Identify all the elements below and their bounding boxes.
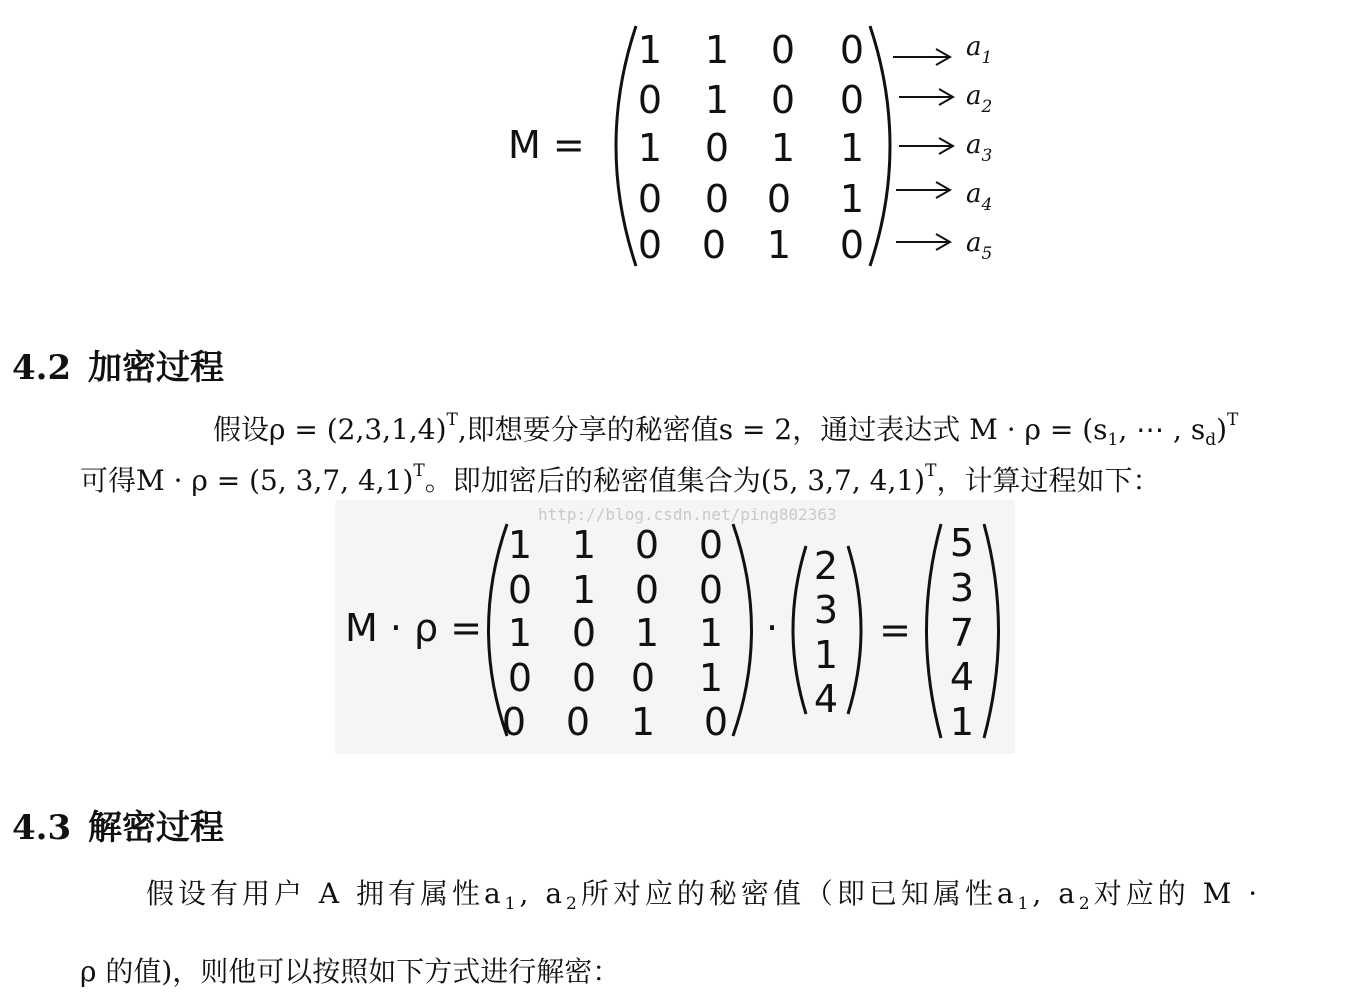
matrix-cell: 0	[770, 78, 796, 122]
vector-cell: 4	[813, 677, 839, 721]
equals-sign: =	[879, 608, 911, 652]
matrix-cell: 1	[698, 656, 724, 700]
matrix-cell: 0	[704, 177, 730, 221]
section-number: 4.3	[12, 808, 72, 848]
matrix-cell: 1	[704, 78, 730, 122]
matrix-cell: 1	[839, 126, 865, 170]
vector-cell: 7	[949, 611, 975, 655]
right-paren	[848, 546, 861, 714]
row-label: $a_1$	[966, 32, 993, 68]
matrix-cell: 0	[637, 78, 663, 122]
rho-vector	[814, 544, 838, 721]
paragraph: ρ 的值)，则他可以按照如下方式进行解密：	[80, 955, 621, 988]
vector-cell: 1	[949, 700, 975, 744]
matrix-cell: 1	[637, 28, 663, 72]
result-vector	[950, 521, 974, 744]
right-paren	[984, 524, 999, 738]
matrix-cell: 0	[701, 223, 727, 267]
matrix-cell: 0	[507, 568, 533, 612]
vector-cell: 3	[949, 566, 975, 610]
matrix-cell: 0	[637, 223, 663, 267]
left-paren	[927, 524, 942, 738]
matrix-cell: 1	[704, 28, 730, 72]
row-label: $a_4$	[966, 179, 993, 215]
matrix-cell: 0	[704, 126, 730, 170]
formula-lhs: M · ρ =	[345, 606, 483, 650]
matrix-cell: 0	[634, 523, 660, 567]
matrix-cell: 0	[565, 700, 591, 744]
matrix-cell: 1	[698, 611, 724, 655]
section-number: 4.2	[12, 348, 72, 388]
row-label: $a_5$	[966, 228, 993, 264]
vector-cell: 5	[949, 521, 975, 565]
matrix-cell: 1	[630, 700, 656, 744]
matrix-cell: 0	[501, 700, 527, 744]
matrix-cell: 1	[507, 523, 533, 567]
vector-cell: 3	[813, 588, 839, 632]
paragraph: 假设$\rho = (2,3,1,4)^T$,即想要分享的秘密值s = 2，通过表达式 $M \cdot \rho = (s_1$, ⋯ , $s_d)^T$	[213, 410, 1239, 450]
vector-cell: 2	[813, 544, 839, 588]
matrix-cell: 0	[630, 656, 656, 700]
matrix-cell: 0	[637, 177, 663, 221]
matrix-cell: 1	[507, 611, 533, 655]
matrix-cell: 1	[770, 126, 796, 170]
watermark: http://blog.csdn.net/ping802363	[538, 505, 837, 524]
vector-cell: 4	[949, 655, 975, 699]
section-title: 解密过程	[88, 808, 224, 848]
right-paren	[733, 524, 752, 736]
matrix-cell: 0	[839, 28, 865, 72]
paragraph: 假设有用户 A 拥有属性$a_1$, $a_2$所对应的秘密值（即已知属性$a_1$, $a_2$对应的 M ·	[146, 877, 1262, 914]
matrix-cell: 0	[766, 177, 792, 221]
matrix-cell: 0	[839, 78, 865, 122]
matrix-cell: 0	[839, 223, 865, 267]
matrix-cell: 0	[571, 611, 597, 655]
matrix-cell: 0	[507, 656, 533, 700]
row-label: $a_2$	[966, 81, 993, 117]
paragraph: 可得M · ρ = (5, 3,7, 4,1)$^T$。即加密后的秘密值集合为(5, 3,7, 4,1)$^T$，计算过程如下：	[80, 461, 1161, 497]
matrix-cell: 0	[698, 523, 724, 567]
matrix-cell: 1	[637, 126, 663, 170]
section-heading-4-3	[12, 800, 224, 849]
section-title: 加密过程	[88, 348, 224, 388]
row-label: $a_3$	[966, 130, 993, 166]
matrix-cell: 1	[839, 177, 865, 221]
matrix-cell: 1	[766, 223, 792, 267]
matrix-cell: 0	[770, 28, 796, 72]
top-equation-lhs: M =	[508, 123, 585, 167]
matrix-cell: 0	[698, 568, 724, 612]
matrix-cell: 1	[571, 523, 597, 567]
matrix-cell: 1	[634, 611, 660, 655]
vector-cell: 1	[813, 633, 839, 677]
multiply-dot: ·	[765, 606, 779, 650]
matrix-cell: 0	[703, 700, 729, 744]
matrix-cell: 1	[571, 568, 597, 612]
matrix-cell: 0	[571, 656, 597, 700]
left-paren	[793, 546, 806, 714]
formula-matrix	[502, 523, 728, 744]
matrix-cell: 0	[634, 568, 660, 612]
